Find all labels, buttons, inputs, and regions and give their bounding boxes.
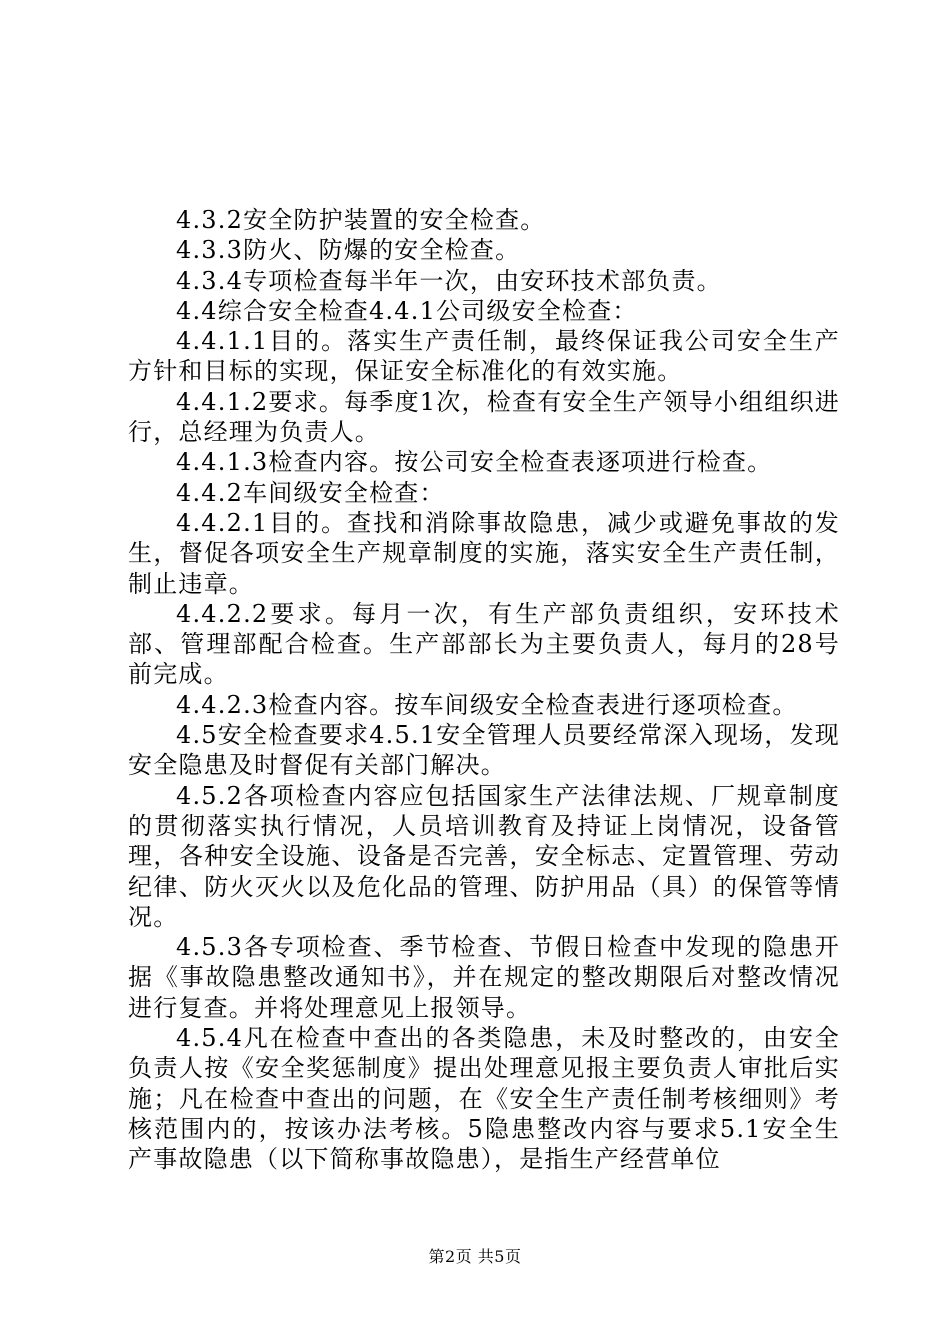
paragraph-4-4-2: 4.4.2车间级安全检查： xyxy=(176,478,445,507)
paragraph-4-4-2-2: 4.4.2.2要求。每月一次，有生产部负责组织，安环技术部、管理部配合检查。生产部部长为主要负责人，每月的28号前完成。 xyxy=(128,599,840,689)
paragraph-4-5: 4.5安全检查要求4.5.1安全管理人员要经常深入现场，发现安全隐患及时督促有关部门解决。 xyxy=(128,721,840,780)
page-number-footer: 第2页 共5页 xyxy=(428,1247,522,1266)
paragraph-4-4-1-3: 4.4.1.3检查内容。按公司安全检查表逐项进行检查。 xyxy=(176,448,773,477)
paragraph-4-4-2-3: 4.4.2.3检查内容。按车间级安全检查表进行逐项检查。 xyxy=(176,690,798,719)
paragraph-4-3-3: 4.3.3防火、防爆的安全检查。 xyxy=(176,236,521,265)
paragraph-4-5-4: 4.5.4凡在检查中查出的各类隐患，未及时整改的，由安全负责人按《安全奖惩制度》提出处理意见报主要负责人审批后实施；凡在检查中查出的问题，在《安全生产责任制考核细则》考核范围内的，按该办法考核。5隐患整改内容与要求5.1安全生产事故隐患（以下简称事故隐患），是指生产经营单位 xyxy=(128,1024,840,1174)
paragraph-4-4-1-1: 4.4.1.1目的。落实生产责任制，最终保证我公司安全生产方针和目标的实现，保证安全标准化的有效实施。 xyxy=(128,327,840,386)
paragraph-4-4-1-2: 4.4.1.2要求。每季度1次，检查有安全生产领导小组组织进行，总经理为负责人。 xyxy=(128,387,840,447)
document-body xyxy=(128,205,840,1175)
paragraph-4-4: 4.4综合安全检查4.4.1公司级安全检查： xyxy=(176,296,638,325)
paragraph-4-3-2: 4.3.2安全防护装置的安全检查。 xyxy=(176,206,546,234)
paragraph-4-4-2-1: 4.4.2.1目的。查找和消除事故隐患，减少或避免事故的发生，督促各项安全生产规章制度的实施，落实安全生产责任制，制止违章。 xyxy=(128,508,840,598)
paragraph-4-5-2: 4.5.2各项检查内容应包括国家生产法律法规、厂规章制度的贯彻落实执行情况，人员培训教育及持证上岗情况，设备管理，各种安全设施、设备是否完善，安全标志、定置管理、劳动纪律、防火灭火以及危化品的管理、防护用品（具）的保管等情况。 xyxy=(128,781,840,931)
paragraph-4-5-3: 4.5.3各专项检查、季节检查、节假日检查中发现的隐患开据《事故隐患整改通知书》，并在规定的整改期限后对整改情况进行复查。并将处理意见上报领导。 xyxy=(128,933,840,1022)
paragraph-4-3-4: 4.3.4专项检查每半年一次，由安环技术部负责。 xyxy=(176,266,722,295)
